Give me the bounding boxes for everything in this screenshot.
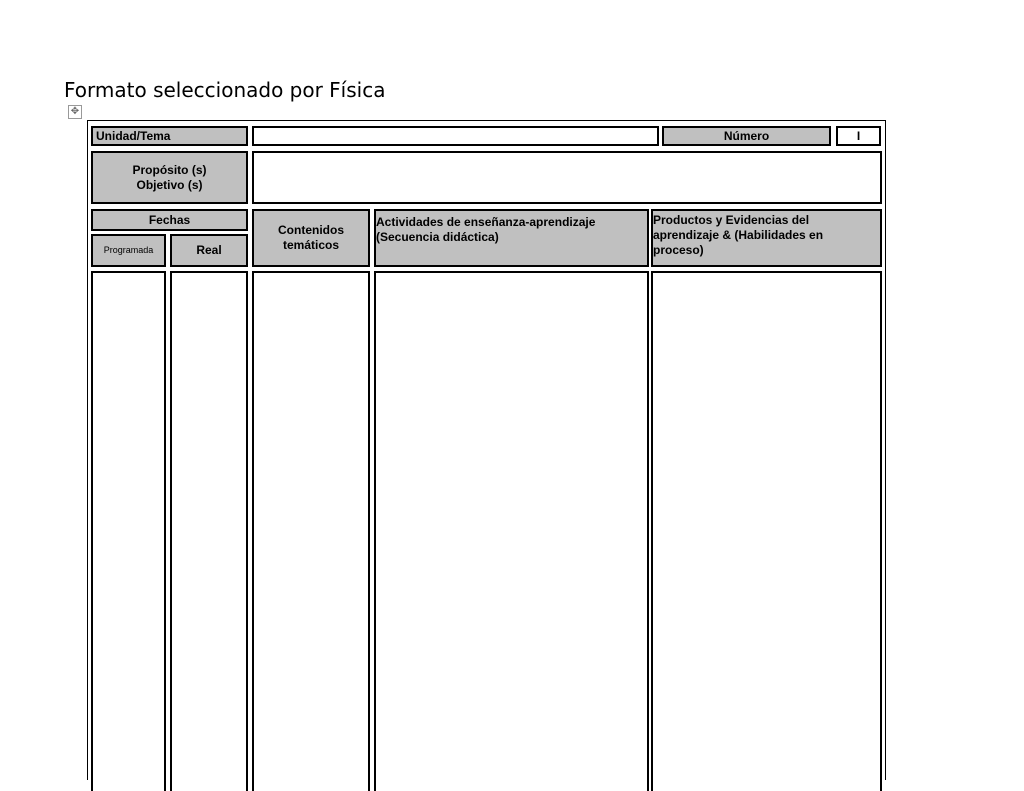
productos-line2: aprendizaje & (Habilidades en	[653, 228, 824, 242]
fechas-header: Fechas	[91, 209, 248, 231]
proposito-objetivo-label	[91, 151, 248, 204]
programada-column-body[interactable]	[91, 271, 166, 791]
proposito-label-line2: Objetivo (s)	[136, 177, 203, 192]
document-heading: Formato seleccionado por Física	[64, 78, 386, 102]
planning-table	[87, 120, 886, 780]
productos-line3: proceso)	[653, 243, 704, 257]
productos-evidencias-header	[651, 209, 882, 267]
numero-label: Número	[662, 126, 831, 146]
unidad-tema-field[interactable]	[252, 126, 659, 146]
actividades-header	[374, 209, 649, 267]
actividades-line1: Actividades de enseñanza-aprendizaje	[376, 215, 596, 229]
unidad-tema-label: Unidad/Tema	[91, 126, 248, 146]
real-column-body[interactable]	[170, 271, 248, 791]
actividades-column-body[interactable]	[374, 271, 649, 791]
programada-header: Programada	[91, 234, 166, 267]
proposito-objetivo-field[interactable]	[252, 151, 882, 204]
real-header: Real	[170, 234, 248, 267]
numero-field[interactable]: I	[836, 126, 881, 146]
contenidos-line1: Contenidos	[278, 223, 344, 237]
proposito-label-line1: Propósito (s)	[132, 162, 207, 177]
move-arrows-icon[interactable]: ✥	[68, 105, 82, 119]
contenidos-tematicos-header	[252, 209, 370, 267]
contenidos-column-body[interactable]	[252, 271, 370, 791]
productos-line1: Productos y Evidencias del	[653, 213, 810, 227]
actividades-line2: (Secuencia didáctica)	[376, 230, 499, 244]
productos-column-body[interactable]	[651, 271, 882, 791]
contenidos-line2: temáticos	[282, 238, 340, 252]
